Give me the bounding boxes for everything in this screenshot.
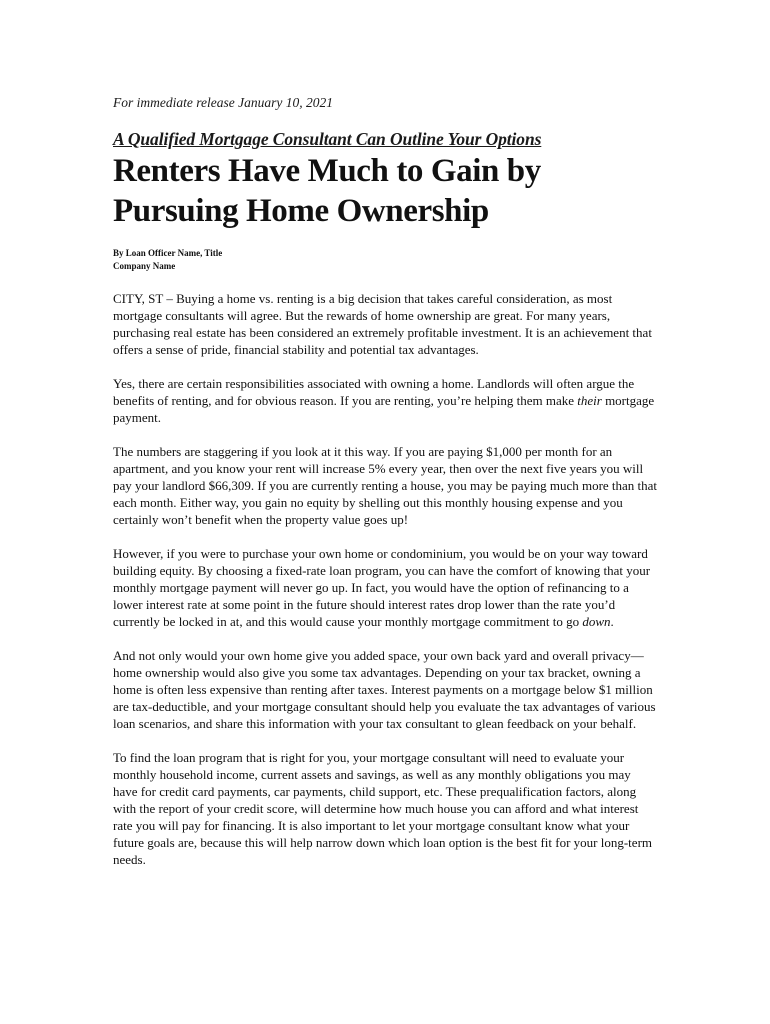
article-body [113,290,658,868]
byline-company: Company Name [113,261,176,271]
paragraph-2 [113,375,658,426]
paragraph-4-text-a: However, if you were to purchase your own home or condominium, you would be on your way toward building equity. By choosing a fixed-rate loan program, you can have the comfort of knowing that your monthly mortgage payment will never go up. In fact, you would have the option of refinancing to a lower interest rate at some point in the future should interest rates drop lower than the rate you’d currently be locked in at, and this would cause your monthly mortgage commitment to go [113,546,651,629]
paragraph-2-text-b: mortgage payment. [113,393,655,425]
press-release-document [113,94,658,885]
paragraph-5: And not only would your own home give you added space, your own back yard and overall privacy—home ownership would also give you some tax advantages. Depending on your tax bracket, owning a home is often less expensive than renting after taxes. Interest payments on a mortgage below $1 million are tax-deductible, and your mortgage consultant should help you evaluate the tax advantages of various loan scenarios, and share this information with your tax consultant to glean feedback on your behalf. [113,648,656,731]
paragraph-1: CITY, ST – Buying a home vs. renting is a big decision that takes careful consideration, as most mortgage consultants will agree. But the rewards of home ownership are great. For many years, purchasing real estate has been considered an extremely profitable investment. It is an achievement that offers a sense of pride, financial stability and potential tax advantages. [113,291,652,357]
paragraph-4 [113,545,658,630]
paragraph-3: The numbers are staggering if you look at it this way. If you are paying $1,000 per month for an apartment, and you know your rent will increase 5% every year, then over the next five years you will pay your landlord $66,309. If you are currently renting a house, you may be paying much more than that each month. Either way, you gain no equity by shelling out this monthly housing expense and you certainly won’t benefit when the property value goes up! [113,444,658,527]
paragraph-4-text-b: . [610,614,614,629]
paragraph-2-emphasis: their [577,393,602,408]
byline-author: By Loan Officer Name, Title [113,248,223,258]
subheadline: A Qualified Mortgage Consultant Can Outline Your Options [113,129,542,149]
headline: Renters Have Much to Gain by Pursuing Home Ownership [113,153,541,229]
paragraph-4-emphasis: down [582,614,611,629]
release-date-line: For immediate release January 10, 2021 [113,95,333,110]
byline [113,247,658,273]
paragraph-2-text-a: Yes, there are certain responsibilities associated with owning a home. Landlords will often argue the benefits of renting, and for obvious reason. If you are renting, you’re helping them make [113,376,635,408]
paragraph-6: To find the loan program that is right for you, your mortgage consultant will need to evaluate your monthly household income, current assets and savings, as well as any monthly obligations you may have for credit card payments, car payments, child support, etc. These prequalification factors, along with the report of your credit score, will determine how much house you can afford and what interest rate you will pay for financing. It is also important to let your mortgage consultant know what your future goals are, because this will help narrow down which loan option is the best fit for your long-term needs. [113,750,653,867]
